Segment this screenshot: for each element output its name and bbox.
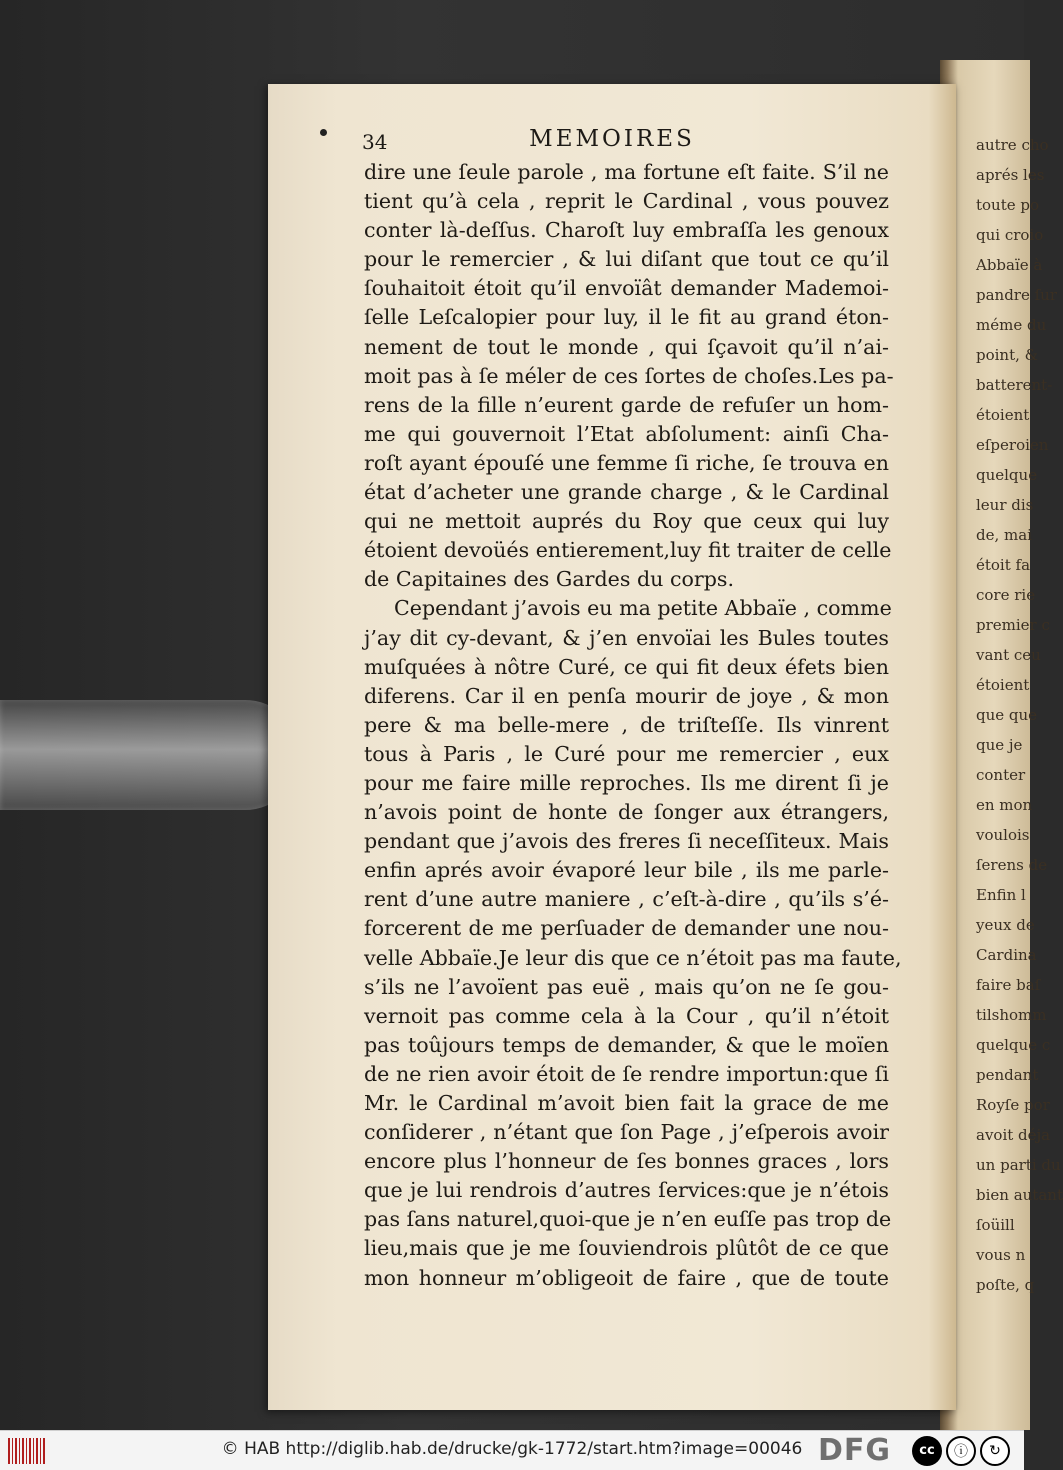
text-line: pour me faire mille reproches. Ils me dirent ſi je — [364, 770, 889, 795]
by-attribution-icon: ⓘ — [946, 1436, 976, 1466]
text-line: tient qu’à cela , reprit le Cardinal , vous pouvez — [364, 189, 889, 214]
text-line: vernoit pas comme cela à la Cour , qu’il n’étoit — [364, 1003, 889, 1028]
text-line: enfin aprés avoir évaporé leur bile , ils me parle- — [364, 858, 889, 883]
text-line: que je lui rendrois d’autres ſervices:que je n’étois — [364, 1178, 889, 1203]
viewer-footer — [0, 1430, 1024, 1470]
facing-page-line: pendant — [976, 1066, 1039, 1084]
facing-page-line: quelque c — [976, 1036, 1051, 1054]
facing-page-line: que je — [976, 736, 1023, 754]
text-line: diferens. Car il en penſa mourir de joye , & mon — [364, 683, 889, 708]
text-line: pere & ma belle-mere , de triſteſſe. Ils vinrent — [364, 712, 889, 737]
text-line: qui ne mettoit auprés du Roy que ceux qui luy — [364, 509, 889, 534]
facing-page-line: eſperoien — [976, 436, 1049, 454]
facing-page-line: poſte, q — [976, 1276, 1035, 1294]
text-line: pour le remercier , & lui diſant que tout ce qu’il — [364, 247, 889, 272]
text-line: mon honneur m’obligeoit de faire , que de toute — [364, 1265, 889, 1290]
facing-page-line: pandre ſur — [976, 286, 1058, 304]
facing-page-line: un parti du — [976, 1156, 1061, 1174]
facing-page-line: avoit déja — [976, 1126, 1051, 1144]
facing-page-line: Cardina — [976, 946, 1037, 964]
text-line: pendant que j’avois des freres ſi neceſſiteux. Mais — [364, 829, 889, 854]
facing-page-line: Enfin l — [976, 886, 1026, 904]
facing-page-line: quelque — [976, 466, 1038, 484]
facing-page-line: leur dis — [976, 496, 1034, 514]
text-line: état d’acheter une grande charge , & le Cardinal — [364, 480, 889, 505]
text-line: pas ſans naturel,quoi-que je n’en euſſe pas trop de — [364, 1207, 892, 1232]
facing-page-line: de, mai — [976, 526, 1032, 544]
text-line: tous à Paris , le Curé pour me remercier , eux — [364, 741, 889, 766]
text-line: étoient devoüés entierement,luy fit traiter de celle — [364, 538, 892, 563]
facing-page-line: yeux de — [976, 916, 1035, 934]
facing-page-line: Abbaïe à — [976, 256, 1043, 274]
facing-page-line: Royſe por — [976, 1096, 1050, 1114]
facing-page-line: qui croio — [976, 226, 1044, 244]
facing-page-line: bien autant — [976, 1186, 1063, 1204]
body-text — [364, 158, 902, 1293]
text-line: n’avois point de honte de ſonger aux étrangers, — [364, 800, 889, 825]
dfg-logo: DFG — [818, 1433, 892, 1468]
license-icons[interactable] — [912, 1435, 1020, 1466]
text-line: me qui gouvernoit l’Etat abſolument: ainſi Cha- — [364, 421, 889, 446]
text-line: conter là-deſſus. Charoſt luy embraſſa les genoux — [364, 218, 889, 243]
facing-page-line: point, & — [976, 346, 1039, 364]
source-link[interactable]: © HAB http://diglib.hab.de/drucke/gk-1772/start.htm?image=00046 — [221, 1439, 803, 1459]
text-line: rens de la fille n’eurent garde de refuſer un hom- — [364, 392, 889, 417]
facing-page-line: ſerens de — [976, 856, 1048, 874]
running-head: MEMOIRES — [529, 126, 695, 152]
facing-page-line: méme du — [976, 316, 1047, 334]
text-line: forcerent de me perſuader de demander une nou- — [364, 916, 889, 941]
text-line: dire une ſeule parole , ma fortune eſt faite. S’il ne — [364, 160, 889, 184]
facing-page-line: étoient — [976, 676, 1030, 694]
facing-page-line: batterent- — [976, 376, 1053, 394]
text-line: conſiderer , n’étant que ſon Page , j’eſperois avoir — [364, 1120, 889, 1145]
facing-page-line: ſoüill — [976, 1216, 1015, 1234]
facing-page-line: toute po — [976, 196, 1040, 214]
facing-page-line: vant ceu — [976, 646, 1041, 664]
facing-page-line: premier c — [976, 616, 1050, 634]
text-line: muſquées à nôtre Curé, ce qui fit deux éfets bien — [364, 654, 889, 679]
cc-license-icon: cc — [912, 1436, 942, 1466]
text-line: de ne rien avoir étoit de ſe rendre importun:que ſi — [364, 1061, 889, 1086]
text-line: lieu,mais que je me ſouviendrois plûtôt de ce que — [364, 1236, 889, 1261]
facing-page-line: étoit fa — [976, 556, 1031, 574]
facing-page-line: vous n — [976, 1246, 1026, 1264]
text-line: de Capitaines des Gardes du corps. — [364, 567, 735, 592]
facing-page-line: étoient — [976, 406, 1030, 424]
text-line: encore plus l’honneur de ſes bonnes graces , lors — [364, 1149, 889, 1174]
facing-page-line: aprés les — [976, 166, 1045, 184]
facing-page-line: autre cho — [976, 136, 1049, 154]
text-line: pas toûjours temps de demander, & que le moïen — [364, 1032, 889, 1057]
text-line: ſouhaitoit étoit qu’il envoïât demander Mademoi- — [364, 276, 889, 301]
facing-page-line: conter — [976, 766, 1026, 784]
facing-page-line: voulois — [976, 826, 1030, 844]
text-line: velle Abbaïe.Je leur dis que ce n’étoit pas ma faute, — [364, 945, 902, 970]
text-line: j’ay dit cy-devant, & j’en envoïai les Bules toutes — [364, 625, 889, 650]
facing-page-line: core rie — [976, 586, 1036, 604]
text-line: Cependant j’avois eu ma petite Abbaïe , comme — [394, 596, 892, 621]
facing-page-line: faire baſ — [976, 976, 1041, 994]
text-line: rent d’une autre maniere , c’eſt-à-dire , qu’ils s’é- — [364, 887, 889, 912]
facing-page-line: tilshomm — [976, 1006, 1047, 1024]
facing-page-line: que que — [976, 706, 1038, 724]
book-page — [268, 84, 956, 1410]
page-number: 34 — [362, 130, 388, 154]
facing-page-line: en mon — [976, 796, 1033, 814]
page-clamp — [0, 700, 300, 810]
facing-page-text — [976, 130, 1063, 1300]
text-line: moit pas à ſe méler de ces ſortes de choſes.Les pa- — [364, 363, 894, 388]
text-line: s’ils ne l’avoïent pas euë , mais qu’on ne ſe gou- — [364, 974, 889, 999]
text-line: nement de tout le monde , qui ſçavoit qu’il n’ai- — [364, 334, 889, 359]
share-alike-icon: ↻ — [980, 1436, 1010, 1466]
text-line: Mr. le Cardinal m’avoit bien fait la grace de me — [364, 1091, 889, 1115]
text-line: roſt ayant épouſé une femme ſi riche, ſe trouva en — [364, 450, 889, 475]
text-line: ſelle Leſcalopier pour luy, il le fit au grand éton- — [364, 305, 889, 330]
